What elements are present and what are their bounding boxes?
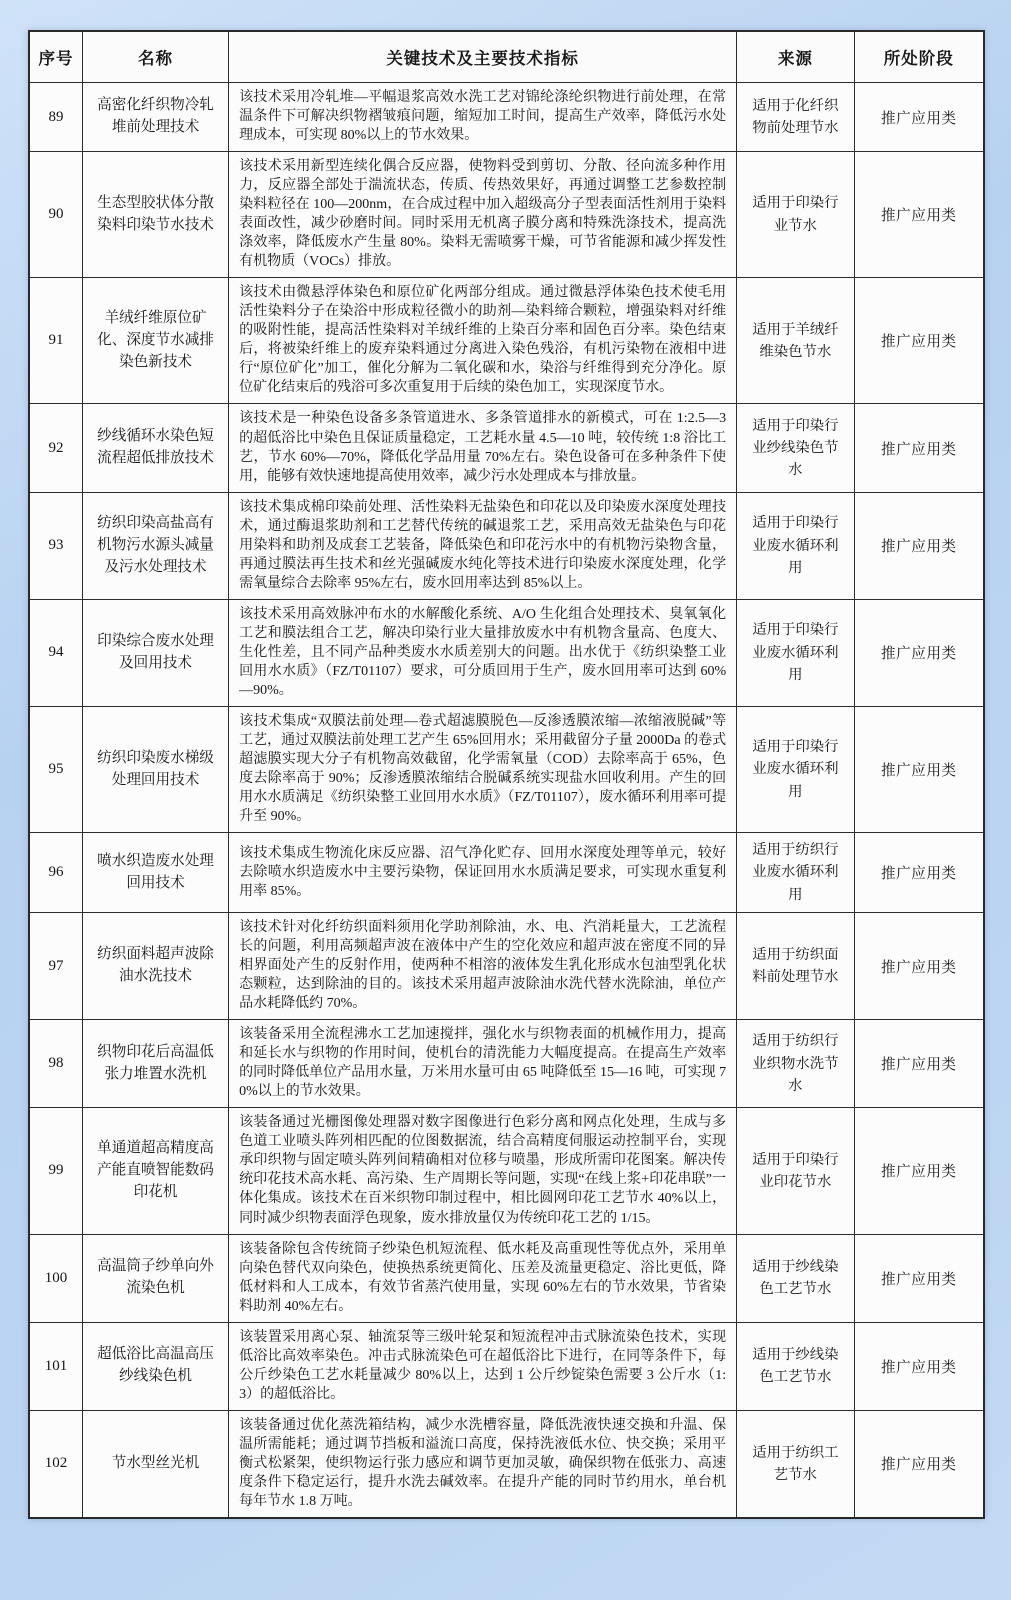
- row-tech-description: 该技术是一种染色设备多条管道进水、多条管道排水的新模式，可在 1:2.5—3 的超低浴比中染色且保证质量稳定，工艺耗水量 4.5—10 吨，较传统 1:8 浴比工艺，节水 60%—70%，降低化学品用量 70%左右。染色设备可在多种条件下使用，能够有效快速地提高使用效率，减少污水处理成本与排放量。: [229, 404, 737, 492]
- row-tech-description: 该装备除包含传统筒子纱染色机短流程、低水耗及高重现性等优点外，采用单向染色替代双向染色，使换热系统更简化、压差及流量更稳定、浴比更低，降低材料和人工成本，有效节省蒸汽使用量，实现 60%左右的节水效果，节省染料助剂 40%左右。: [229, 1234, 737, 1322]
- row-stage: 推广应用类: [854, 706, 984, 832]
- row-tech-name: 喷水织造废水处理回用技术: [82, 833, 228, 913]
- row-source: 适用于印染行业纱线染色节水: [737, 404, 854, 492]
- row-tech-name: 纱线循环水染色短流程超低排放技术: [82, 404, 228, 492]
- row-source: 适用于羊绒纤维染色节水: [737, 278, 854, 404]
- table-row: [29, 492, 984, 599]
- table-row: [29, 278, 984, 404]
- row-tech-name: 纺织印染高盐高有机物污水源头减量及污水处理技术: [82, 492, 228, 599]
- row-serial-number: 91: [29, 278, 82, 404]
- row-tech-name: 纺织面料超声波除油水洗技术: [82, 913, 228, 1020]
- row-tech-description: 该装备采用全流程沸水工艺加速搅拌，强化水与织物表面的机械作用力，提高和延长水与织物的作用时间，使机台的清洗能力大幅度提高。在提高生产效率的同时降低单位产品用水量，万米用水量可由 65 吨降低至 15—16 吨，可实现 70%以上的节水效果。: [229, 1020, 737, 1108]
- row-serial-number: 101: [29, 1322, 82, 1410]
- row-serial-number: 93: [29, 492, 82, 599]
- row-stage: 推广应用类: [854, 1410, 984, 1518]
- table-row: [29, 1234, 984, 1322]
- table-row: [29, 1020, 984, 1108]
- row-tech-name: 纺织印染废水梯级处理回用技术: [82, 706, 228, 832]
- row-source: 适用于印染行业废水循环利用: [737, 599, 854, 706]
- table-row: [29, 1410, 984, 1518]
- row-source: 适用于纺织面料前处理节水: [737, 913, 854, 1020]
- row-serial-number: 95: [29, 706, 82, 832]
- row-stage: 推广应用类: [854, 83, 984, 152]
- row-tech-description: 该技术针对化纤纺织面料须用化学助剂除油，水、电、汽消耗量大，工艺流程长的问题，利用高频超声波在液体中产生的空化效应和超声波在密度不同的异相界面处产生的反射作用，使两种不相溶的液体发生乳化形成水包油型乳化状态颗粒，达到除油的目的。该技术采用超声波除油水洗代替水洗除油，单位产品水耗降低约 70%。: [229, 913, 737, 1020]
- row-tech-description: 该装备通过光栅图像处理器对数字图像进行色彩分离和网点化处理，生成与多色道工业喷头阵列相匹配的位图数据流，结合高精度伺服运动控制平台，实现承印织物与固定喷头阵列间精确相对位移与喷墨，形成所需印花图案。解决传统印花技术高水耗、高污染、生产周期长等问题，实现“在线上浆+印花串联”一体化集成。该技术在百米织物印制过程中，相比圆网印花工艺节水 40%以上，同时减少织物表面浮色现象，废水排放量仅为传统印花工艺的 1/15。: [229, 1108, 737, 1234]
- row-source: 适用于印染行业废水循环利用: [737, 706, 854, 832]
- row-source: 适用于纺织工艺节水: [737, 1410, 854, 1518]
- row-source: 适用于纺织行业废水循环利用: [737, 833, 854, 913]
- header-source: 来源: [737, 31, 854, 83]
- row-tech-description: 该装备通过优化蒸洗箱结构，减少水洗槽容量，降低洗液快速交换和升温、保温所需能耗；通过调节挡板和溢流口高度，保持洗液低水位、快交换；采用平衡式松紧架，使织物运行张力感应和调节更加灵敏，确保织物在低张力、高速度条件下稳定运行，提升水洗去碱效率。在提升产能的同时节约用水，单台机每年节水 1.8 万吨。: [229, 1410, 737, 1518]
- row-serial-number: 89: [29, 83, 82, 152]
- row-serial-number: 100: [29, 1234, 82, 1322]
- table-row: [29, 1108, 984, 1234]
- row-serial-number: 98: [29, 1020, 82, 1108]
- table-row: [29, 599, 984, 706]
- row-tech-description: 该技术集成生物流化床反应器、沼气净化贮存、回用水深度处理等单元，较好去除喷水织造废水中主要污染物，保证回用水水质满足要求，可实现水重复利用率 85%。: [229, 833, 737, 913]
- row-tech-name: 织物印花后高温低张力堆置水洗机: [82, 1020, 228, 1108]
- row-tech-name: 生态型胶状体分散染料印染节水技术: [82, 152, 228, 278]
- header-name: 名称: [82, 31, 228, 83]
- row-serial-number: 96: [29, 833, 82, 913]
- row-tech-description: 该装置采用离心泵、轴流泵等三级叶轮泵和短流程冲击式脉流染色技术，实现低浴比高效率染色。冲击式脉流染色可在超低浴比下进行，在同等条件下，每公斤纱染色工艺水耗量减少 80%以上，达到 1 公斤纱锭染色需要 3 公斤水（1:3）的超低浴比。: [229, 1322, 737, 1410]
- row-serial-number: 90: [29, 152, 82, 278]
- row-tech-name: 超低浴比高温高压纱线染色机: [82, 1322, 228, 1410]
- header-serial-number: 序号: [29, 31, 82, 83]
- row-tech-description: 该技术采用新型连续化偶合反应器，使物料受到剪切、分散、径向流多种作用力，反应器全部处于湍流状态，传质、传热效果好，再通过调整工艺参数控制染料粒径在 100—200nm，在合成过程中加入超级高分子型表面活性剂用于染料表面改性，减少砂磨时间。同时采用无机离子膜分离和特殊洗涤技术，提高洗涤效率，降低废水产生量 80%。染料无需喷雾干燥，可节省能源和减少挥发性有机物质（VOCs）排放。: [229, 152, 737, 278]
- row-stage: 推广应用类: [854, 833, 984, 913]
- table-row: [29, 833, 984, 913]
- row-serial-number: 92: [29, 404, 82, 492]
- row-serial-number: 99: [29, 1108, 82, 1234]
- row-tech-description: 该技术采用冷轧堆—平幅退浆高效水洗工艺对锦纶涤纶织物进行前处理，在常温条件下可解决织物褶皱痕问题，缩短加工时间，提高生产效率，降低污水处理成本，可实现 80%以上的节水效果。: [229, 83, 737, 152]
- row-stage: 推广应用类: [854, 152, 984, 278]
- row-stage: 推广应用类: [854, 913, 984, 1020]
- row-serial-number: 97: [29, 913, 82, 1020]
- technology-table-container: [28, 30, 985, 1519]
- row-stage: 推广应用类: [854, 599, 984, 706]
- row-tech-description: 该技术集成棉印染前处理、活性染料无盐染色和印花以及印染废水深度处理技术，通过酶退浆助剂和工艺替代传统的碱退浆工艺，采用高效无盐染色与印花用染料和助剂及成套工艺装备，降低染色和印花污水中的有机物污染物含量，再通过膜法再生技术和丝光强碱废水纯化等技术进行印染废水深度处理，化学需氧量综合去除率 95%左右，废水回用率达到 85%以上。: [229, 492, 737, 599]
- row-tech-name: 高温筒子纱单向外流染色机: [82, 1234, 228, 1322]
- row-tech-name: 单通道超高精度高产能直喷智能数码印花机: [82, 1108, 228, 1234]
- table-header: [29, 31, 984, 83]
- row-tech-name: 羊绒纤维原位矿化、深度节水减排染色新技术: [82, 278, 228, 404]
- row-source: 适用于纱线染色工艺节水: [737, 1322, 854, 1410]
- row-stage: 推广应用类: [854, 1322, 984, 1410]
- row-stage: 推广应用类: [854, 1234, 984, 1322]
- row-stage: 推广应用类: [854, 492, 984, 599]
- row-stage: 推广应用类: [854, 1020, 984, 1108]
- row-source: 适用于印染行业印花节水: [737, 1108, 854, 1234]
- table-body: [29, 83, 984, 1518]
- table-row: [29, 706, 984, 832]
- header-row: [29, 31, 984, 83]
- row-source: 适用于印染行业废水循环利用: [737, 492, 854, 599]
- table-row: [29, 152, 984, 278]
- row-stage: 推广应用类: [854, 278, 984, 404]
- row-tech-name: 高密化纤织物冷轧堆前处理技术: [82, 83, 228, 152]
- row-source: 适用于纺织行业织物水洗节水: [737, 1020, 854, 1108]
- technology-table: [28, 30, 985, 1519]
- row-tech-name: 印染综合废水处理及回用技术: [82, 599, 228, 706]
- row-tech-name: 节水型丝光机: [82, 1410, 228, 1518]
- row-tech-description: 该技术采用高效脉冲布水的水解酸化系统、A/O 生化组合处理技术、臭氧氧化工艺和膜法组合工艺，解决印染行业大量排放废水中有机物含量高、色度大、生化性差，且不同产品种类废水水质差别大的问题。出水优于《纺织染整工业回用水水质》（FZ/T01107）要求，可分质回用于生产，废水回用率可达到 60%—90%。: [229, 599, 737, 706]
- header-stage: 所处阶段: [854, 31, 984, 83]
- row-source: 适用于印染行业节水: [737, 152, 854, 278]
- row-source: 适用于纱线染色工艺节水: [737, 1234, 854, 1322]
- row-serial-number: 94: [29, 599, 82, 706]
- row-serial-number: 102: [29, 1410, 82, 1518]
- table-row: [29, 404, 984, 492]
- table-row: [29, 83, 984, 152]
- row-tech-description: 该技术集成“双膜法前处理—卷式超滤膜脱色—反渗透膜浓缩—浓缩液脱碱”等工艺，通过双膜法前处理工艺产生 65%回用水；采用截留分子量 2000Da 的卷式超滤膜实现大分子有机物高效截留，化学需氧量（COD）去除率高于 65%，色度去除率高于 90%；反渗透膜浓缩结合脱碱系统实现盐水回收利用。产生的回用水水质满足《纺织染整工业回用水水质》（FZ/T01107），废水循环利用率可提升至 90%。: [229, 706, 737, 832]
- header-key-technology: 关键技术及主要技术指标: [229, 31, 737, 83]
- row-source: 适用于化纤织物前处理节水: [737, 83, 854, 152]
- table-row: [29, 913, 984, 1020]
- row-stage: 推广应用类: [854, 1108, 984, 1234]
- row-stage: 推广应用类: [854, 404, 984, 492]
- table-row: [29, 1322, 984, 1410]
- row-tech-description: 该技术由微悬浮体染色和原位矿化两部分组成。通过微悬浮体染色技术使毛用活性染料分子在染浴中形成粒径微小的助剂—染料缔合颗粒，增强染料对纤维的吸附性能，提高活性染料对羊绒纤维的上染百分率和固色百分率。染色结束后，将被染纤维上的废弃染料通过分离进入染色残浴，有机污染物在液相中进行“原位矿化”加工，催化分解为二氧化碳和水，染浴与纤维得到充分净化。原位矿化结束后的残浴可多次重复用于后续的染色加工，实现深度节水。: [229, 278, 737, 404]
